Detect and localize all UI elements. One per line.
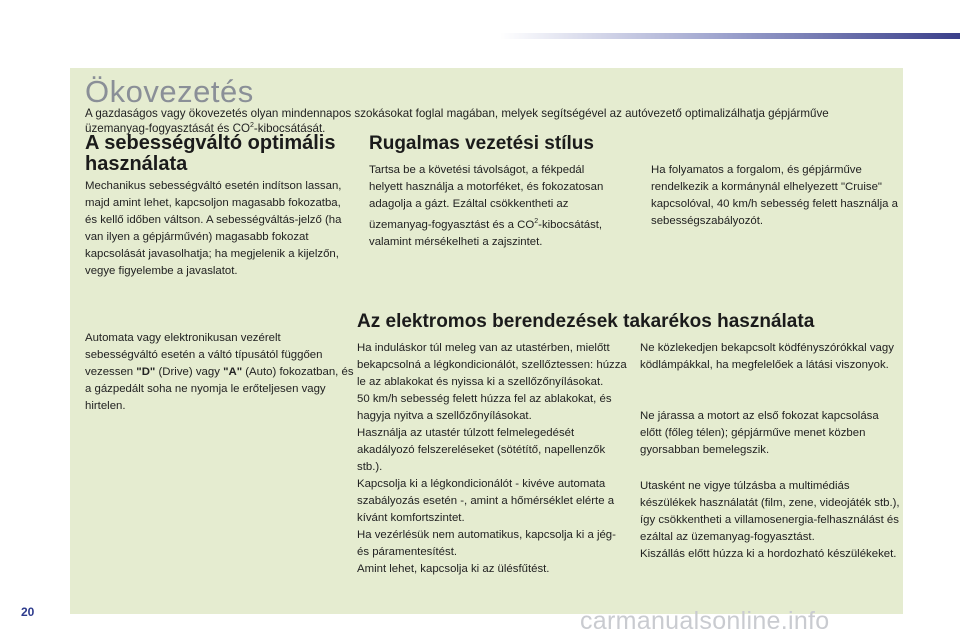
automatic-text-2: (Drive) vagy [155,366,224,378]
intro-text-2: -kibocsátását. [253,121,326,135]
flexible-driving-heading: Rugalmas vezetési stílus [369,133,594,154]
multimedia-paragraph: Utasként ne vigye túlzásba a multimédiás készülékek használatát (film, zene, videojáték stb.), így csökkentheti a villamosenergia-felhasználást és ezáltal az üzemanyag-fogyasztást. Kiszállás előtt húzza ki a hordozható készülékeket. [640,480,900,560]
watermark: carmanualsonline.info [580,607,830,635]
intro-subscript: 2 [249,122,254,129]
gearbox-heading: A sebességváltó optimális használata [85,132,336,175]
flexible-driving-paragraph [369,162,619,251]
gearbox-automatic-paragraph [85,330,355,415]
fog-lights-paragraph: Ne közlekedjen bekapcsolt ködfényszórókkal vagy ködlámpákkal, ha megfelelőek a látási viszonyok. [640,342,894,371]
page-number: 20 [21,605,35,619]
gearbox-manual-paragraph: Mechanikus sebességváltó esetén indítson lassan, majd amint lehet, kapcsoljon magasabb fokozatba, és kellő időben váltson. A sebességváltás-jelző (ha van ilyen a gépjárművén) magasabb fokozat kapcsolását javasolhatja; ha megjelenik a kijelzőn, vegye figyelembe a javaslatot. [85,180,342,277]
page-title: Ökovezetés [85,74,254,109]
flexible-subscript: 2 [534,218,539,225]
intro-text-1: A gazdaságos vagy ökovezetés olyan mindennapos szokásokat foglal magában, melyek segítségével az autóvezető optimalizálhatja gépjárműve üzemanyag-fogyasztását és CO [85,107,829,135]
drive-mode-label: "D" [136,366,156,378]
automatic-text-1: Automata vagy elektronikusan vezérelt sebességváltó esetén a váltó típusától függően vezessen [85,332,323,378]
flexible-text-2: -kibocsátást, valamint mérsékelheti a zajszintet. [369,218,603,248]
cruise-control-paragraph: Ha folyamatos a forgalom, és gépjárműve rendelkezik a kormánynál elhelyezett "Cruise" kapcsolóval, 40 km/h sebesség felett használja a sebességszabályozót. [651,164,898,227]
auto-mode-label: "A" [223,366,243,378]
header-accent-bar [500,33,960,39]
flexible-text-1: Tartsa be a követési távolságot, a fékpedál helyett használja a motorféket, és fokozatosan adagolja a gázt. Ezáltal csökkentheti az üzemanyag-fogyasztást és a CO [369,164,604,231]
electrical-heading: Az elektromos berendezések takarékos használata [357,311,815,332]
intro-paragraph [85,108,895,135]
air-conditioning-paragraph: Ha induláskor túl meleg van az utastérben, mielőtt bekapcsolná a légkondicionálót, szellőztessen: húzza le az ablakokat és nyissa ki a szellőzőnyílásokat. 50 km/h sebesség felett húzza fel az ablakokat, és hagyja nyitva a szellőzőnyílásokat. Használja az utastér túlzott felmelegedését akadályozó felszereléseket (sötétítő, napellenzők stb.). Kapcsolja ki a légkondicionálót - kivéve automata szabályozás esetén -, amint a hőmérséklet elérte a kívánt komfortszintet. Ha vezérlésük nem automatikus, kapcsolja ki a jég- és páramentesítést. Amint lehet, kapcsolja ki az ülésfűtést. [357,342,627,575]
engine-warmup-paragraph: Ne járassa a motort az első fokozat kapcsolása előtt (főleg télen); gépjárműve menet közben gyorsabban bemelegszik. [640,410,879,456]
automatic-text-3: (Auto) fokozatban, és a gázpedált soha ne nyomja le erőteljesen vagy hirtelen. [85,366,354,412]
